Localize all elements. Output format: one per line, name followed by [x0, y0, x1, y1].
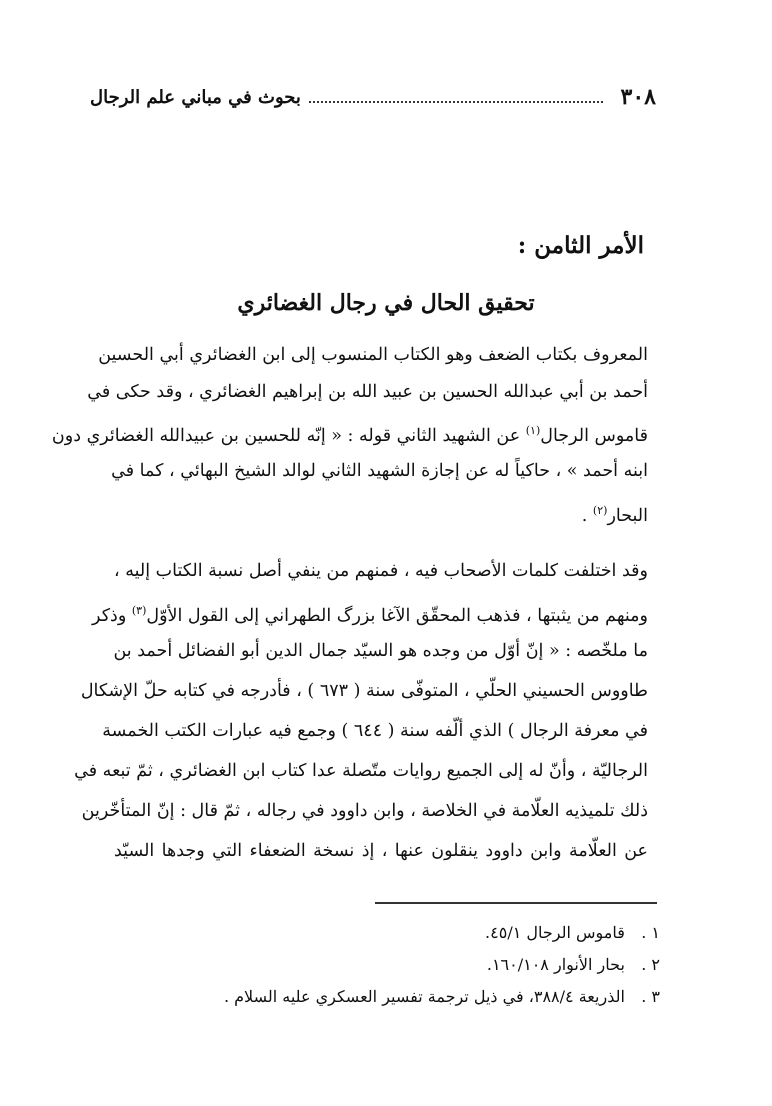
- paragraph-2-line-2: ومنهم من يثبتها ، فذهب المحقّق الآغا بزرگ الطهراني إلى القول الأوّل$^{(٣)}$ وذكر: [92, 604, 648, 626]
- footnote-number: ٣ .: [641, 987, 660, 1006]
- book-reference: البحار: [607, 505, 648, 526]
- paragraph-1-line-4: ابنه أحمد » ، حاكياً له عن إجازة الشهيد الثاني لوالد الشيخ البهائي ، كما في: [111, 461, 648, 481]
- paragraph-2-line-1: وقد اختلفت كلمات الأصحاب فيه ، فمنهم من ينفي أصل نسبة الكتاب إليه ،: [114, 561, 648, 581]
- paragraph-2-line-5: في معرفة الرجال ) الذي ألّفه سنة ( ٦٤٤ ) وجمع فيه عبارات الكتب الخمسة: [102, 721, 648, 741]
- section-label: الأمر الثامن :: [517, 232, 644, 259]
- footnote-marker-1: (١): [525, 424, 541, 437]
- book-reference: قاموس الرجال: [540, 425, 648, 446]
- running-header: [90, 82, 656, 112]
- paragraph-1-line-1: المعروف بكتاب الضعف وهو الكتاب المنسوب إلى ابن الغضائري أبي الحسين: [98, 345, 648, 365]
- footnote-marker-3: (٣): [131, 604, 147, 617]
- paragraph-2-line-3: ما ملخّصه : « إنّ أوّل من وجده هو السيّد جمال الدين أبو الفضائل أحمد بن: [113, 641, 648, 661]
- paragraph-2-line-7: ذلك تلميذيه العلّامة في الخلاصة ، وابن داوود في رجاله ، ثمّ قال : إنّ المتأخّرين: [81, 801, 648, 821]
- book-title: بحوث في مباني علم الرجال: [90, 86, 301, 108]
- footnote-text: قاموس الرجال ٤٥/١.: [485, 923, 625, 942]
- footnote-number: ١ .: [641, 923, 660, 942]
- paragraph-1-line-3: قاموس الرجال$^{(١)}$ عن الشهيد الثاني قوله : « إنّه للحسين بن عبيدالله الغضائري دون: [51, 424, 648, 446]
- footnote-1: [485, 920, 660, 946]
- footnote-2: [487, 952, 660, 978]
- dotted-leader: [309, 91, 603, 103]
- paragraph-2-line-8: عن العلّامة وابن داوود ينقلون عنها ، إذ نسخة الضعفاء التي وجدها السيّد: [114, 841, 648, 861]
- page-number: ٣٠٨: [620, 84, 656, 110]
- footnote-number: ٢ .: [641, 955, 660, 974]
- paragraph-1-line-2: أحمد بن أبي عبدالله الحسين بن عبيد الله بن إبراهيم الغضائري ، وقد حكى في: [87, 382, 648, 402]
- footnote-separator: [375, 902, 657, 904]
- footnote-text: الذريعة ٣٨٨/٤، في ذيل ترجمة تفسير العسكري عليه السلام .: [223, 987, 625, 1006]
- paragraph-2-line-4: طاووس الحسيني الحلّي ، المتوفّى سنة ( ٦٧٣ ) ، فأدرجه في كتابه حلّ الإشكال: [80, 681, 648, 701]
- footnote-marker-2: (٢): [592, 504, 608, 517]
- section-heading: تحقيق الحال في رجال الغضائري: [237, 290, 535, 316]
- footnote-3: [224, 984, 660, 1010]
- paragraph-2-line-6: الرجاليّة ، وأنّ له إلى الجميع روايات متّصلة عدا كتاب ابن الغضائري ، ثمّ تبعه في: [74, 761, 648, 781]
- paragraph-1-line-5: البحار$^{(٢)}$ .: [581, 504, 648, 526]
- footnote-text: بحار الأنوار ١٦٠/١٠٨.: [486, 955, 625, 974]
